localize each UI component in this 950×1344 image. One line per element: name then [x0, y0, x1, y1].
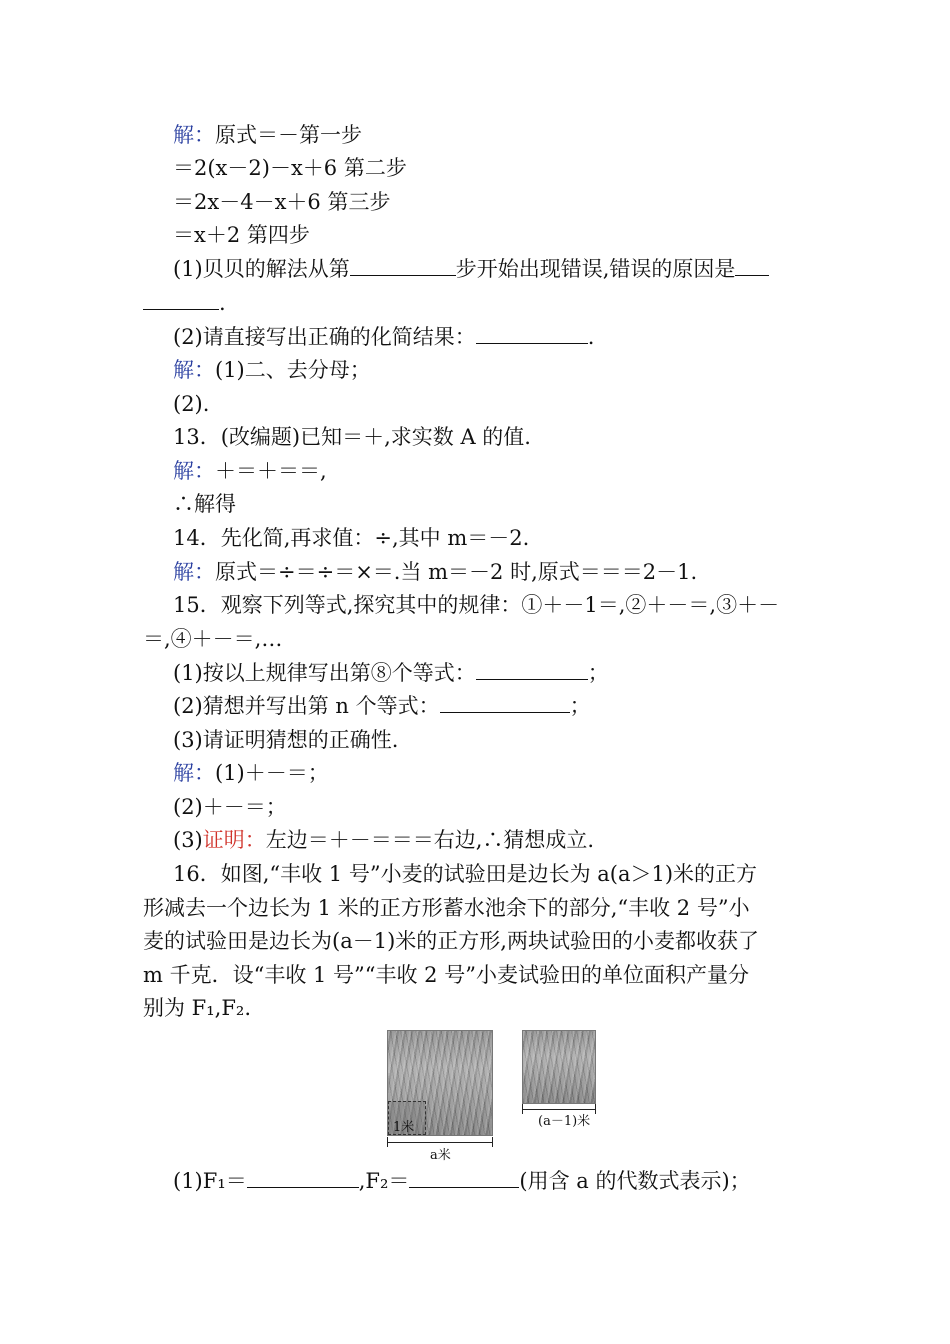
- solution-line-2: ＝2(x－2)－x＋6 第二步: [173, 156, 407, 180]
- question-text: ,F₂＝: [358, 1169, 410, 1193]
- answer-15-2: (2)＋－＝；: [173, 795, 287, 819]
- answer-15-1: [173, 758, 329, 788]
- answer-label: 解：: [173, 358, 215, 382]
- answer-blank[interactable]: [476, 661, 588, 680]
- problem-16-line-4: m 千克．设“丰收 1 号”“丰收 2 号”小麦试验田的单位面积产量分: [143, 963, 749, 987]
- answer-text: ＋＝＋＝＝,: [215, 459, 327, 483]
- problem-16-line-5: 别为 F₁,F₂.: [143, 996, 252, 1020]
- water-pond: [388, 1101, 426, 1135]
- solution-line-4: ＝x＋2 第四步: [173, 223, 310, 247]
- answer-2: (2).: [173, 392, 210, 416]
- question-text: (2)请直接写出正确的化简结果：: [173, 325, 476, 349]
- problem-13: 13．(改编题)已知＝＋,求实数 A 的值.: [173, 425, 531, 449]
- problem-16-question-1: [173, 1166, 751, 1196]
- dimension-tick: [522, 1104, 523, 1114]
- question-text: (用含 a 的代数式表示)；: [519, 1169, 751, 1193]
- question-text: (2)猜想并写出第 n 个等式：: [173, 694, 440, 718]
- answer-1: [173, 355, 371, 385]
- answer-blank[interactable]: [247, 1169, 359, 1188]
- answer-13-line-2: ∴解得: [173, 492, 236, 516]
- field-1-photo: [387, 1030, 493, 1136]
- problem-14: 14．先化简,再求值：÷,其中 m＝－2.: [173, 526, 530, 550]
- answer-label: 解：: [173, 459, 215, 483]
- dimension-label-a: a米: [430, 1148, 451, 1163]
- answer-label: 解：: [173, 123, 215, 147]
- answer-blank[interactable]: [476, 325, 588, 344]
- solution-text: 原式＝－第一步: [215, 123, 362, 147]
- dimension-tick: [595, 1104, 596, 1114]
- proof-label: 证明：: [202, 828, 266, 852]
- answer-text: (1)＋－＝；: [215, 761, 329, 785]
- answer-label: 解：: [173, 560, 215, 584]
- solution-line-1: [173, 120, 362, 150]
- problem-15-question-1: [173, 658, 609, 688]
- problem-16-line-1: 16．如图,“丰收 1 号”小麦的试验田是边长为 a(a＞1)米的正方: [173, 862, 758, 886]
- answer-blank[interactable]: [409, 1169, 519, 1188]
- problem-15-line-1: 15．观察下列等式,探究其中的规律：①＋－1＝,②＋－＝,③＋－: [173, 593, 780, 617]
- question-1: [173, 254, 769, 284]
- answer-blank[interactable]: [143, 291, 219, 310]
- answer-15-3: [173, 825, 594, 855]
- answer-text: 左边＝＋－＝＝＝右边,∴猜想成立.: [265, 828, 595, 852]
- question-text: 步开始出现错误,错误的原因是: [455, 257, 736, 281]
- answer-text: 原式＝÷＝÷＝×＝.当 m＝－2 时,原式＝＝＝2－1.: [215, 560, 698, 584]
- dimension-tick: [387, 1137, 388, 1147]
- answer-13: [173, 456, 327, 486]
- answer-text: (3): [173, 828, 203, 852]
- question-text: ；: [587, 661, 609, 685]
- wheat-field-figure: [386, 1028, 596, 1163]
- question-text: (1)贝贝的解法从第: [173, 257, 350, 281]
- question-2: [173, 322, 594, 352]
- problem-15-question-3: (3)请证明猜想的正确性.: [173, 728, 399, 752]
- answer-label: 解：: [173, 761, 215, 785]
- problem-16-line-3: 麦的试验田是边长为(a－1)米的正方形,两块试验田的小麦都收获了: [143, 929, 759, 953]
- answer-text: (1)二、去分母；: [215, 358, 371, 382]
- answer-blank[interactable]: [350, 257, 456, 276]
- dimension-tick: [492, 1137, 493, 1147]
- question-text: (1)F₁＝: [173, 1169, 247, 1193]
- question-text: (1)按以上规律写出第⑧个等式：: [173, 661, 476, 685]
- answer-blank[interactable]: [440, 694, 570, 713]
- answer-14: [173, 557, 697, 587]
- problem-15-question-2: [173, 691, 591, 721]
- field-2-photo: [522, 1030, 596, 1104]
- question-1-cont: [143, 288, 226, 318]
- question-text: .: [587, 325, 595, 349]
- question-text: .: [219, 291, 226, 315]
- question-text: ；: [569, 694, 591, 718]
- dimension-label-a-minus-1: (a－1)米: [538, 1114, 591, 1129]
- pond-label: 1米: [393, 1120, 415, 1135]
- problem-15-line-2: ＝,④＋－＝,…: [143, 627, 283, 651]
- answer-blank[interactable]: [735, 257, 769, 276]
- dimension-line-a: [387, 1142, 493, 1143]
- solution-line-3: ＝2x－4－x＋6 第三步: [173, 190, 391, 214]
- problem-16-line-2: 形减去一个边长为 1 米的正方形蓄水池余下的部分,“丰收 2 号”小: [143, 896, 750, 920]
